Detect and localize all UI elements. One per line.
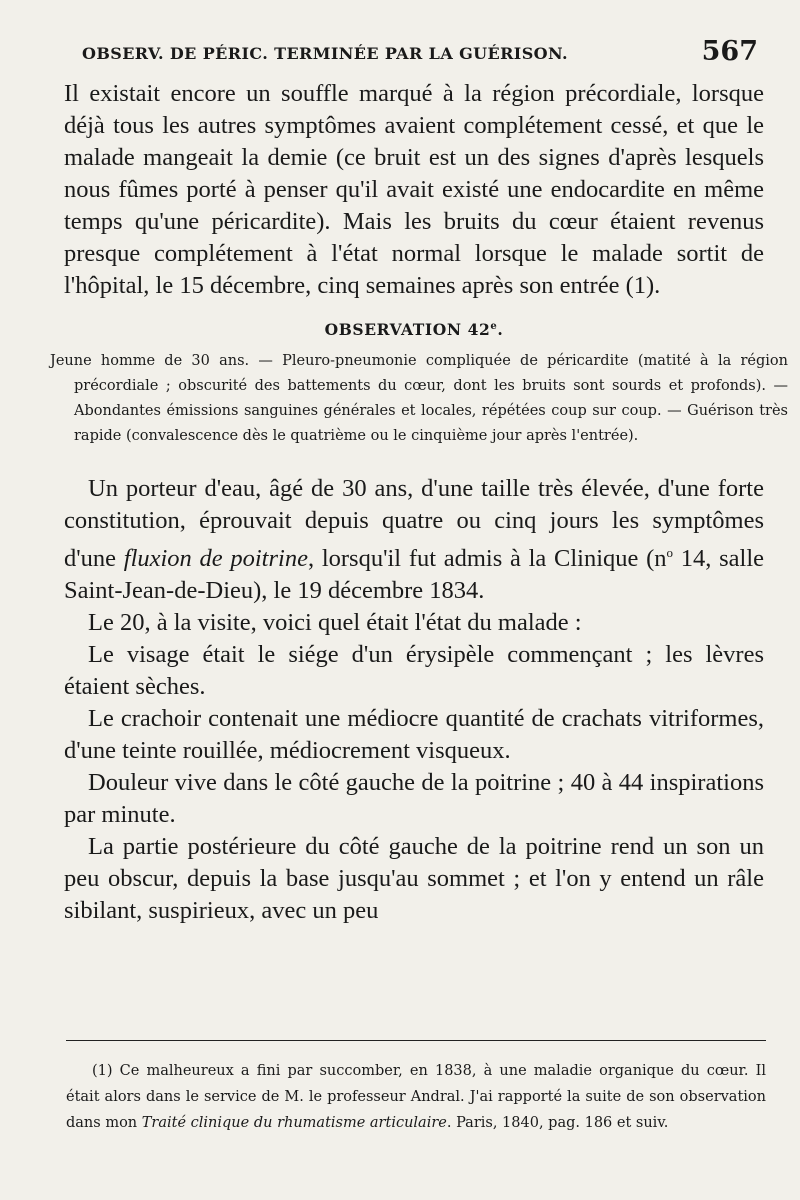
observation-title-text: OBSERVATION 42 [324,320,491,339]
observation-title: OBSERVATION 42e. [324,320,504,339]
footnote-text-b: . Paris, 1840, pag. 186 et suiv. [446,1115,669,1131]
paragraph-1-a: Un porteur d'eau, âgé de 30 ans, d'une taille très élevée, d'une forte constitution, éprouvait depuis quatre ou cinq jours les symptômes d'une [64,475,764,573]
footnote-rule [66,1040,766,1041]
footnote [66,1058,766,1136]
observation-title-sup: e [490,320,498,332]
paragraph-1 [64,473,764,607]
footnote-text-a: (1) Ce malheureux a fini par succomber, en 1838, à une maladie organique du cœur. Il était alors dans le service de M. le professeur Andral. J'ai rapporté la suite de son observation dans mon [66,1063,766,1131]
intro-paragraph: Il existait encore un souffle marqué à la région précordiale, lorsque déjà tous les autres symptômes avaient complétement cessé, et que le malade mangeait la demie (ce bruit est un des signes d'après lesquels nous fûmes porté à penser qu'il avait existé une endocardite en même temps qu'une péricardite). Mais les bruits du cœur étaient revenus presque complétement à l'état normal lorsque le malade sortit de l'hôpital, le 15 décembre, cinq semaines après son entrée (1). [64,80,764,299]
paragraph-1-sup: o [666,545,674,560]
observation-summary: Jeune homme de 30 ans. — Pleuro-pneumonie compliquée de péricardite (matité à la région précordiale ; obscurité des battements du cœur, dont les bruits sont sourds et profonds). — Abondantes émissions sanguines générales et locales, répétées coup sur coup. — Guérison très rapide (convalescence dès le quatrième ou le cinquième jour après l'entrée). [50,353,788,444]
paragraph-1-c: 14, salle Saint-Jean-de-Dieu), le 19 décembre 1834. [64,545,764,605]
paragraph-4: Le crachoir contenait une médiocre quantité de crachats vitriformes, d'une teinte rouillée, médiocrement visqueux. [64,705,764,765]
running-title: OBSERV. DE PÉRIC. TERMINÉE PAR LA GUÉRISON. [82,44,568,63]
paragraph-2: Le 20, à la visite, voici quel était l'état du malade : [88,609,582,637]
page-number: 567 [701,36,758,67]
paragraph-1-italic: fluxion de poitrine [123,545,308,573]
running-head [64,30,764,78]
paragraph-5: Douleur vive dans le côté gauche de la poitrine ; 40 à 44 inspirations par minute. [64,769,764,829]
paragraph-6: La partie postérieure du côté gauche de la poitrine rend un son un peu obscur, depuis la base jusqu'au sommet ; et l'on y entend un râle sibilant, suspirieux, avec un peu [64,833,764,925]
paragraph-3: Le visage était le siége d'un érysipèle commençant ; les lèvres étaient sèches. [64,641,764,701]
paragraph-1-b: , lorsqu'il fut admis à la Clinique (n [307,545,667,573]
footnote-italic: Traité clinique du rhumatisme articulaire [141,1115,447,1131]
